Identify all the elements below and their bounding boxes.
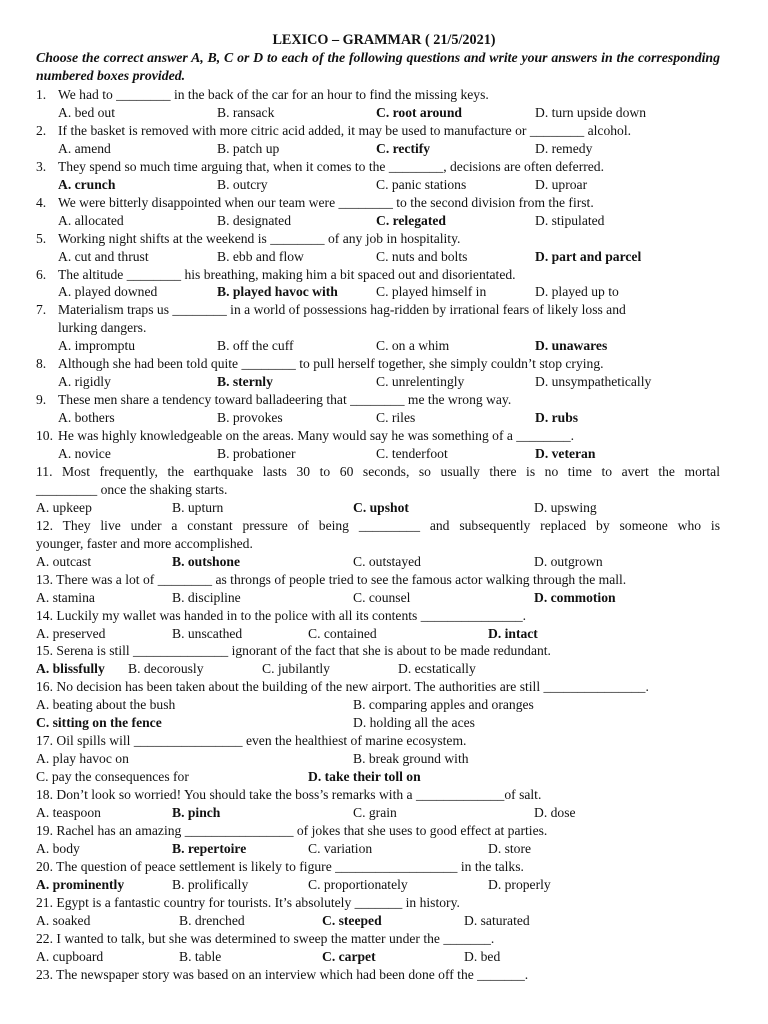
question-19-option-a[interactable]: A. body (36, 840, 80, 856)
question-12-option-b[interactable]: B. outshone (172, 553, 240, 569)
question-2-option-d[interactable]: D. remedy (535, 140, 593, 156)
question-19-options-row (36, 840, 720, 858)
question-6-text (36, 266, 720, 284)
question-text: younger, faster and more accomplished. (36, 535, 253, 551)
question-number: 14. (36, 607, 53, 623)
question-12-option-a[interactable]: A. outcast (36, 553, 92, 569)
question-5-text (36, 230, 720, 248)
question-8-options-row (36, 373, 720, 391)
question-9-option-a[interactable]: A. bothers (58, 410, 115, 426)
question-14-option-c[interactable]: C. contained (308, 625, 377, 641)
question-23-text (36, 966, 720, 984)
question-number: 1. (36, 87, 47, 102)
question-18-options-row (36, 804, 720, 822)
question-17-text (36, 732, 720, 750)
question-2-text (36, 122, 720, 140)
question-20-text (36, 858, 720, 876)
question-number: 19. (36, 822, 53, 838)
question-2-option-a[interactable]: A. amend (58, 140, 111, 156)
question-4-options-row (36, 212, 720, 230)
question-16-option-d[interactable]: D. holding all the aces (353, 715, 475, 731)
question-number: 17. (36, 733, 53, 749)
question-text: Luckily my wallet was handed in to the police with all its contents _______________. (56, 607, 527, 623)
question-text: The altitude ________ his breathing, making him a bit spaced out and disorientated. (58, 266, 516, 282)
question-text: They spend so much time arguing that, when it comes to the ________, decisions are often deferred. (58, 158, 604, 174)
question-15-option-b[interactable]: B. decorously (128, 661, 204, 677)
question-number: 12. (36, 517, 53, 533)
question-19-option-c[interactable]: C. variation (308, 840, 373, 856)
question-number: 7. (36, 302, 47, 318)
question-1-option-c[interactable]: C. root around (376, 105, 462, 120)
question-18-option-c[interactable]: C. grain (353, 805, 397, 820)
question-12-option-d[interactable]: D. outgrown (534, 553, 603, 569)
question-number: 23. (36, 966, 53, 982)
question-20-option-d[interactable]: D. properly (488, 876, 551, 892)
question-5-option-d[interactable]: D. part and parcel (535, 248, 642, 264)
question-9-option-b[interactable]: B. provokes (217, 410, 283, 426)
question-16-text (36, 678, 720, 696)
question-5-options-row (36, 248, 720, 266)
question-number: 8. (36, 356, 47, 372)
question-2-options-row (36, 140, 720, 158)
question-text: _________ once the shaking starts. (36, 481, 228, 497)
question-22-option-c[interactable]: C. carpet (322, 948, 376, 964)
question-6-option-d[interactable]: D. played up to (535, 284, 619, 300)
question-text: We had to ________ in the back of the car for an hour to find the missing keys. (58, 87, 489, 102)
question-6-option-b[interactable]: B. played havoc with (217, 284, 338, 300)
question-13-text (36, 571, 720, 589)
question-text: No decision has been taken about the building of the new airport. The authorities are still _______________. (56, 679, 649, 695)
question-5-option-c[interactable]: C. nuts and bolts (376, 248, 468, 264)
question-13-option-b[interactable]: B. discipline (172, 589, 241, 605)
question-11-option-a[interactable]: A. upkeep (36, 499, 92, 515)
question-text: Rachel has an amazing ________________ of jokes that she uses to good effect at parties. (56, 822, 548, 838)
question-4-text (36, 194, 720, 212)
question-7-option-a[interactable]: A. impromptu (58, 338, 136, 354)
question-13-option-d[interactable]: D. commotion (534, 589, 616, 605)
question-22-option-d[interactable]: D. bed (464, 948, 501, 964)
question-5-option-a[interactable]: A. cut and thrust (58, 248, 149, 264)
question-21-option-c[interactable]: C. steeped (322, 912, 382, 928)
question-text: Oil spills will ________________ even the healthiest of marine ecosystem. (56, 733, 467, 749)
question-2-option-c[interactable]: C. rectify (376, 140, 431, 156)
question-21-option-d[interactable]: D. saturated (464, 912, 530, 928)
question-21-text (36, 894, 720, 912)
question-7-option-c[interactable]: C. on a whim (376, 338, 450, 354)
question-12-option-c[interactable]: C. outstayed (353, 553, 421, 569)
question-text: There was a lot of ________ as throngs of people tried to see the famous actor walking through the mall. (56, 571, 627, 587)
question-22-options-row (36, 948, 720, 966)
question-number: 6. (36, 266, 47, 282)
question-7-options-row (36, 337, 720, 355)
question-number: 2. (36, 122, 47, 138)
question-11-option-c[interactable]: C. upshot (353, 499, 409, 515)
question-17-option-c[interactable]: C. pay the consequences for (36, 769, 189, 785)
question-4-option-b[interactable]: B. designated (217, 212, 291, 228)
question-number: 22. (36, 930, 53, 946)
question-21-options-row (36, 912, 720, 930)
question-18-option-a[interactable]: A. teaspoon (36, 805, 101, 820)
question-9-text (36, 391, 720, 409)
question-number: 10. (36, 428, 53, 444)
question-7-option-d[interactable]: D. unawares (535, 338, 608, 354)
question-8-option-b[interactable]: B. sternly (217, 374, 273, 390)
question-11-text (36, 481, 720, 499)
question-22-option-a[interactable]: A. cupboard (36, 948, 104, 964)
question-1-option-b[interactable]: B. ransack (217, 105, 275, 120)
question-22-option-b[interactable]: B. table (179, 948, 222, 964)
question-15-text (36, 642, 720, 660)
question-13-options-row (36, 589, 720, 607)
question-text: These men share a tendency toward balladeering that ________ me the wrong way. (58, 392, 512, 408)
question-17-option-b[interactable]: B. break ground with (353, 751, 469, 767)
question-3-option-b[interactable]: B. outcry (217, 176, 268, 192)
question-text: I wanted to talk, but she was determined to sweep the matter under the _______. (56, 930, 495, 946)
question-19-option-b[interactable]: B. repertoire (172, 840, 247, 856)
question-12-text (36, 517, 720, 535)
question-10-text (36, 427, 720, 445)
question-number: 16. (36, 679, 53, 695)
question-20-option-c[interactable]: C. proportionately (308, 876, 408, 892)
question-13-option-a[interactable]: A. stamina (36, 589, 95, 605)
question-14-options-row (36, 625, 720, 643)
question-11-option-d[interactable]: D. upswing (534, 499, 597, 515)
question-text: Materialism traps us ________ in a world of possessions hag-ridden by irrational fears of likely loss and (58, 302, 626, 318)
question-3-option-a[interactable]: A. crunch (58, 176, 116, 192)
question-20-option-b[interactable]: B. prolifically (172, 876, 249, 892)
question-number: 5. (36, 230, 47, 246)
question-text: Most frequently, the earthquake lasts 30 to 60 seconds, so usually there is no time to avert the mortal (62, 463, 720, 479)
question-1-text (36, 86, 720, 104)
question-16-option-a[interactable]: A. beating about the bush (36, 697, 176, 713)
question-10-option-b[interactable]: B. probationer (217, 446, 296, 461)
question-text: The question of peace settlement is likely to figure __________________ in the talks. (56, 858, 524, 874)
question-21-option-b[interactable]: B. drenched (179, 912, 245, 928)
question-14-option-d[interactable]: D. intact (488, 625, 538, 641)
question-number: 11. (36, 463, 53, 479)
question-2-option-b[interactable]: B. patch up (217, 140, 280, 156)
question-17-options-row (36, 768, 720, 786)
question-8-option-a[interactable]: A. rigidly (58, 374, 111, 390)
question-6-options-row (36, 283, 720, 301)
question-18-option-d[interactable]: D. dose (534, 805, 576, 820)
question-text: Although she had been told quite ________ to pull herself together, she simply couldn’t stop crying. (58, 356, 604, 372)
question-13-option-c[interactable]: C. counsel (353, 589, 411, 605)
question-3-text (36, 158, 720, 176)
question-18-text (36, 786, 720, 804)
question-number: 20. (36, 858, 53, 874)
question-10-options-row (36, 445, 720, 463)
question-9-option-d[interactable]: D. rubs (535, 410, 579, 426)
question-7-text (36, 301, 720, 319)
page-title: LEXICO – GRAMMAR ( 21/5/2021) (272, 32, 496, 48)
question-16-options-row (36, 714, 720, 732)
question-19-option-d[interactable]: D. store (488, 840, 532, 856)
question-19-text (36, 822, 720, 840)
question-3-option-c[interactable]: C. panic stations (376, 176, 467, 192)
question-11-text (36, 463, 720, 481)
question-9-option-c[interactable]: C. riles (376, 410, 416, 426)
question-5-option-b[interactable]: B. ebb and flow (217, 248, 304, 264)
instructions: Choose the correct answer A, B, C or D to each of the following questions and write your answers in the corresponding numbered boxes provided. (36, 50, 720, 83)
question-number: 13. (36, 571, 53, 587)
question-4-option-c[interactable]: C. relegated (376, 212, 446, 228)
question-20-options-row (36, 876, 720, 894)
question-1-option-a[interactable]: A. bed out (58, 105, 116, 120)
question-4-option-a[interactable]: A. allocated (58, 212, 124, 228)
question-15-option-c[interactable]: C. jubilantly (262, 661, 330, 677)
question-22-text (36, 930, 720, 948)
question-10-option-d[interactable]: D. veteran (535, 446, 596, 461)
question-6-option-a[interactable]: A. played downed (58, 284, 158, 300)
question-15-options-row (36, 660, 720, 678)
question-16-option-b[interactable]: B. comparing apples and oranges (353, 697, 534, 713)
question-16-option-c[interactable]: C. sitting on the fence (36, 715, 162, 731)
question-text: Egypt is a fantastic country for tourists. It’s absolutely _______ in history. (56, 894, 460, 910)
question-11-option-b[interactable]: B. upturn (172, 499, 224, 515)
question-17-option-d[interactable]: D. take their toll on (308, 769, 421, 785)
question-text: He was highly knowledgeable on the areas. Many would say he was something of a ________. (58, 428, 575, 444)
question-number: 21. (36, 894, 53, 910)
question-1-options-row (36, 104, 720, 122)
question-number: 18. (36, 787, 53, 802)
question-17-option-a[interactable]: A. play havoc on (36, 751, 129, 767)
question-text: The newspaper story was based on an interview which had been done off the _______. (56, 966, 529, 982)
question-number: 9. (36, 392, 47, 408)
question-text: Don’t look so worried! You should take the boss’s remarks with a _____________of salt. (56, 787, 542, 802)
question-16-options-row (36, 696, 720, 714)
question-10-option-a[interactable]: A. novice (58, 446, 111, 461)
question-text: We were bitterly disappointed when our team were ________ to the second division from the first. (58, 194, 594, 210)
question-number: 3. (36, 158, 47, 174)
question-18-option-b[interactable]: B. pinch (172, 805, 221, 820)
question-7-text (36, 319, 720, 337)
question-20-option-a[interactable]: A. prominently (36, 876, 125, 892)
question-11-options-row (36, 499, 720, 517)
question-4-option-d[interactable]: D. stipulated (535, 212, 605, 228)
question-number: 4. (36, 194, 47, 210)
question-text: They live under a constant pressure of being _________ and subsequently replaced by someone who is (62, 517, 720, 533)
question-6-option-c[interactable]: C. played himself in (376, 284, 487, 300)
question-8-option-d[interactable]: D. unsympathetically (535, 374, 652, 390)
question-9-options-row (36, 409, 720, 427)
question-21-option-a[interactable]: A. soaked (36, 912, 91, 928)
question-15-option-a[interactable]: A. blissfully (36, 661, 105, 677)
question-text: lurking dangers. (58, 320, 147, 336)
question-12-options-row (36, 553, 720, 571)
question-number: 15. (36, 643, 53, 659)
question-14-text (36, 607, 720, 625)
question-17-options-row (36, 750, 720, 768)
question-7-option-b[interactable]: B. off the cuff (217, 338, 294, 354)
question-text: If the basket is removed with more citric acid added, it may be used to manufacture or ________ alcohol. (58, 122, 632, 138)
question-8-text (36, 355, 720, 373)
question-10-option-c[interactable]: C. tenderfoot (376, 446, 448, 461)
question-14-option-b[interactable]: B. unscathed (172, 625, 243, 641)
question-12-text (36, 535, 720, 553)
question-text: Working night shifts at the weekend is ________ of any job in hospitality. (58, 230, 461, 246)
question-14-option-a[interactable]: A. preserved (36, 625, 106, 641)
question-1-option-d[interactable]: D. turn upside down (535, 105, 647, 120)
question-8-option-c[interactable]: C. unrelentingly (376, 374, 465, 390)
question-3-option-d[interactable]: D. uproar (535, 176, 588, 192)
question-3-options-row (36, 176, 720, 194)
question-text: Serena is still ______________ ignorant of the fact that she is about to be made redundant. (56, 643, 551, 659)
question-15-option-d[interactable]: D. ecstatically (398, 661, 476, 677)
